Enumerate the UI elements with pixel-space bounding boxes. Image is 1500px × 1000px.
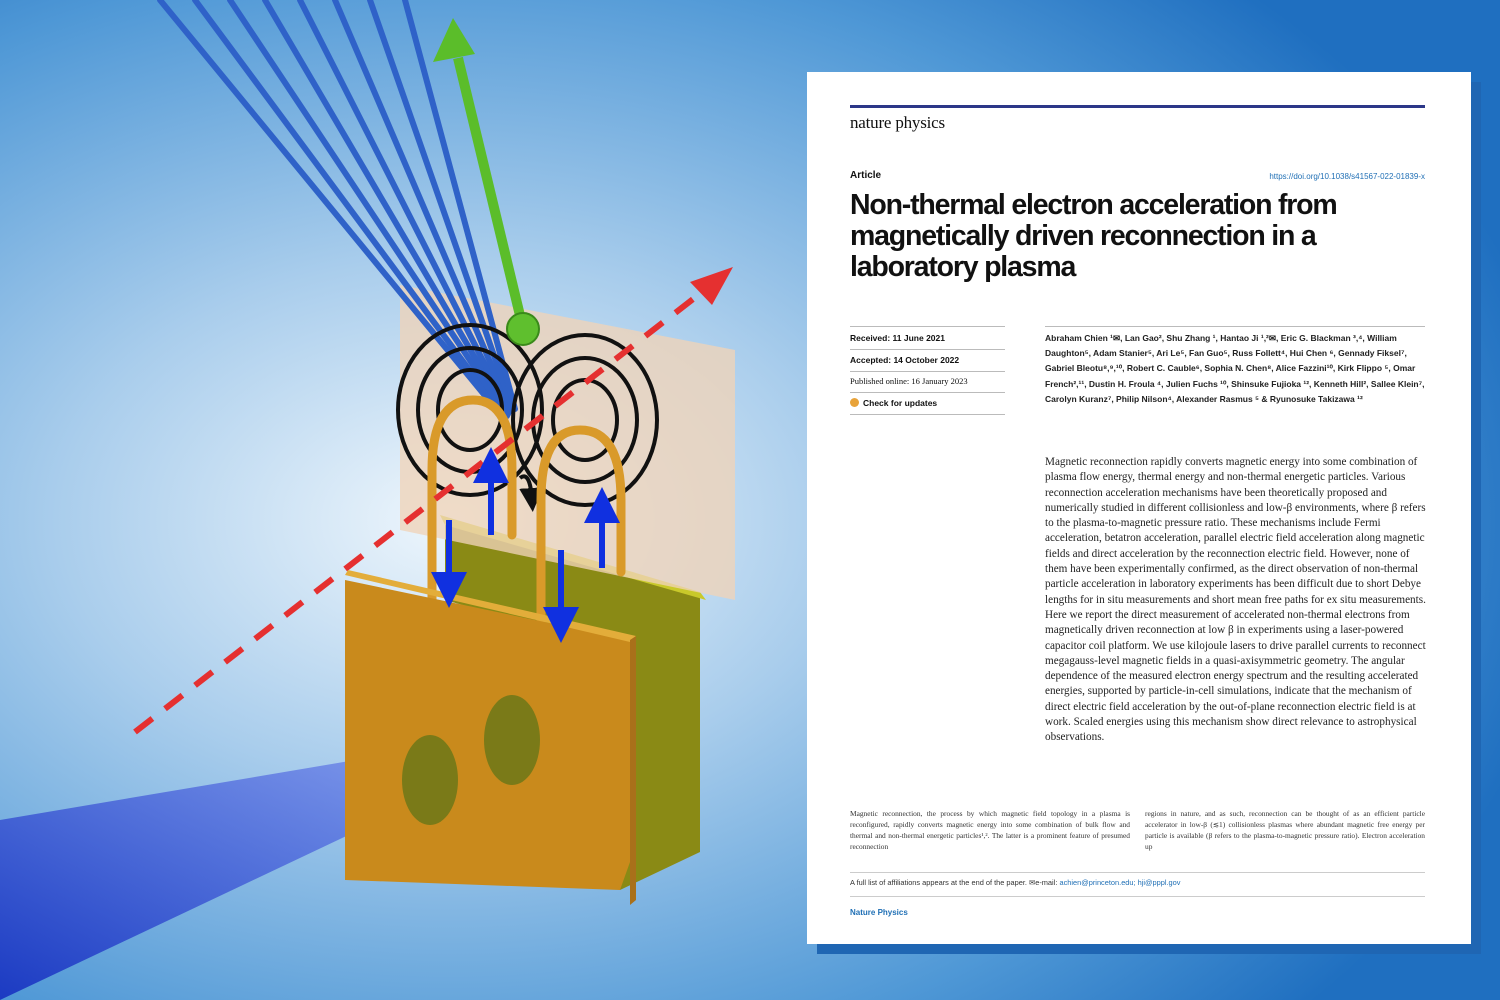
meta-rule [850,392,1005,393]
meta-rule [850,349,1005,350]
accepted-date: Accepted: 14 October 2022 [850,355,960,365]
body-column-right: regions in nature, and as such, reconnection can be thought of as an efficient particle accelerator in low-β (≲1) collisionless plasmas where abundant magnetic free energy per particle is available (β refers to the plasma-to-magnetic pressure ratio). Electron acceleration up [1145,809,1425,851]
check-updates-link[interactable] [850,398,937,408]
author-list: Abraham Chien ¹✉, Lan Gao², Shu Zhang ¹, Hantao Ji ¹,²✉, Eric G. Blackman ³,⁴, William Daughton⁵, Adam Stanier⁵, Ari Le⁵, Fan Guo⁵, Russ Follett⁴, Hui Chen ⁶, Gennady Fiksel⁷, Gabriel Bleotu⁸,⁹,¹⁰, Robert C. Cauble⁶, Sophia N. Chen⁸, Alice Fazzini¹⁰, Kirk Flippo ⁵, Omar French²,¹¹, Dustin H. Froula ⁴, Julien Fuchs ¹⁰, Shinsuke Fujioka ¹², Kenneth Hill², Sallee Klein⁷, Carolyn Kuranz⁷, Philip Nilson⁴, Alexander Rasmus ⁵ & Ryunosuke Takizawa ¹² [1045,333,1425,404]
doi-link[interactable]: https://doi.org/10.1038/s41567-022-01839-x [1269,172,1425,181]
footnote-rule [850,872,1425,873]
author-rule [1045,326,1425,327]
journal-name: nature physics [850,113,945,132]
update-icon [850,398,859,407]
footer-rule [850,896,1425,897]
meta-rule [850,414,1005,415]
paper-title: Non-thermal electron acceleration from magnetically driven reconnection in a laboratory plasma [850,189,1337,283]
article-type: Article [850,170,882,181]
meta-rule-top [850,326,1005,327]
abstract: Magnetic reconnection rapidly converts magnetic energy into some combination of plasma flow energy, thermal energy and non-thermal energetic particles. Various reconnection acceleration mechanisms have been theoretically proposed and numerically studied in different collisionless and low-β environments, where β refers to the plasma-to-magnetic pressure ratio. These mechanisms include Fermi acceleration, betatron acceleration, parallel electric field acceleration along magnetic fields and direct acceleration by the reconnection electric field. However, none of them have been experimentally confirmed, as the direct observation of non-thermal particle acceleration in laboratory experiments has been difficult due to short Debye lengths for in situ measurements and short mean free paths for ex situ measurements. Here we report the direct measurement of accelerated non-thermal electrons from magnetically driven reconnection at low β in experiments using a laser-powered capacitor coil platform. We use kilojoule lasers to drive parallel currents to reconnect megagauss-level magnetic fields in a quasi-axisymmetric geometry. The angular dependence of the measured electron energy spectrum and the resulting accelerated energies, supported by particle-in-cell simulations, indicate that the mechanism of direct electric field acceleration by the out-of-plane reconnection electric field is at work. Scaled energies using this mechanism show direct relevance to astrophysical observations. [1045,456,1426,744]
journal-footer: Nature Physics [850,908,908,917]
electron [507,313,539,345]
body-column-left: Magnetic reconnection, the process by which magnetic field topology in a plasma is reconfigured, rapidly converts magnetic energy into some combination of bulk flow and thermal and non-thermal energetic particles¹,². The latter is a prominent feature of presumed reconnection [850,809,1130,851]
paper-page [807,72,1471,944]
affiliations-footnote [850,878,1180,887]
email-links[interactable]: achien@princeton.edu; hji@pppl.gov [1059,878,1181,887]
email-label: ✉e-mail: [1029,878,1058,887]
check-updates-label: Check for updates [863,398,938,408]
journal-rule [850,105,1425,108]
affiliations-note: A full list of affiliations appears at the end of the paper. [850,878,1027,887]
meta-rule [850,371,1005,372]
published-date: Published online: 16 January 2023 [850,376,968,386]
received-date: Received: 11 June 2021 [850,333,945,343]
